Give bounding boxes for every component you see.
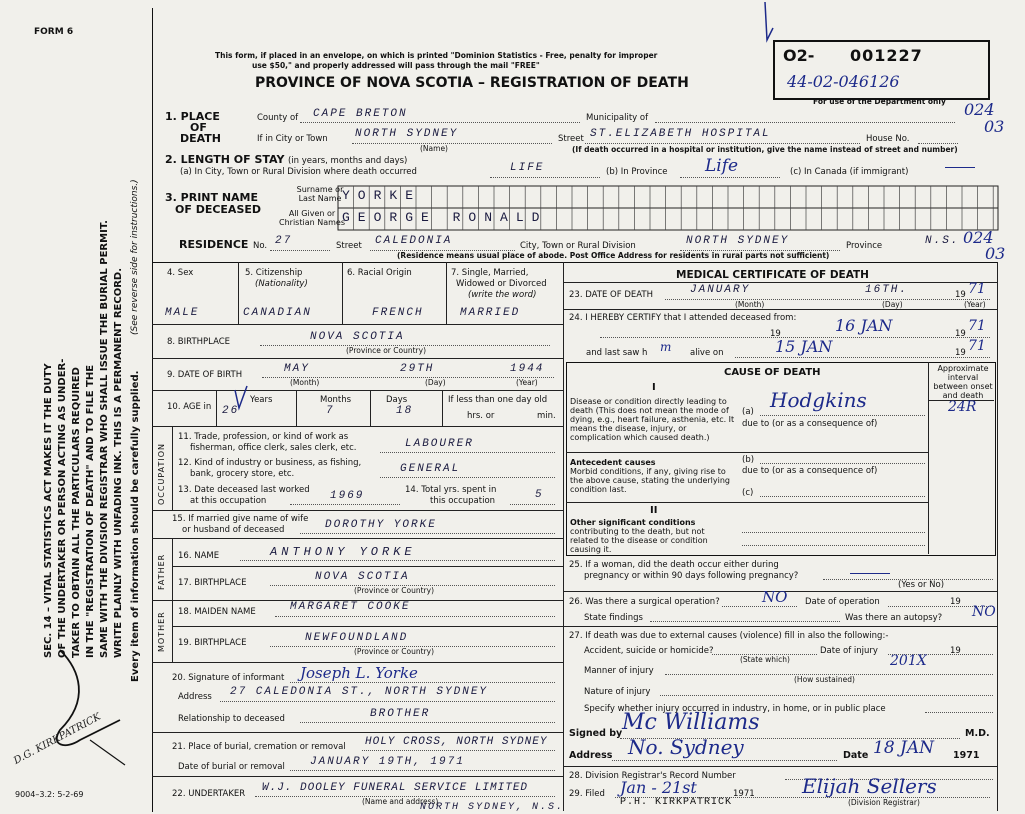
marital-label-2: Widowed or Divorced <box>456 279 547 289</box>
specify-label: Specify whether injury occurred in industry, in home, or in public place <box>584 704 886 714</box>
margin-text-line2: OF THE UNDERTAKER OR PERSON ACTING AS UNDER- <box>57 358 68 658</box>
less-than-day-label: If less than one day old <box>448 395 548 405</box>
father-name-line <box>240 560 555 561</box>
occupation-q14-line2: this occupation <box>430 496 496 506</box>
house-number-line <box>918 143 958 144</box>
dob-label: 9. DATE OF BIRTH <box>167 370 243 380</box>
row4-divider-1 <box>238 262 239 324</box>
informant-signature-line <box>290 682 555 683</box>
undertaker-address: NORTH SYDNEY, N.S. <box>420 802 565 813</box>
city-town-line <box>352 143 552 144</box>
relationship-label: Relationship to deceased <box>178 714 285 724</box>
cause-b-due-to: due to (or as a consequence of) <box>742 466 878 476</box>
findings-label: State findings <box>584 613 643 623</box>
stay-canada-label: (c) In Canada (if immigrant) <box>790 167 909 177</box>
form-title: PROVINCE OF NOVA SCOTIA – REGISTRATION OF DEATH <box>255 75 689 91</box>
industry-line <box>380 477 555 478</box>
handwritten-registration-number: 44-02-046126 <box>787 72 900 91</box>
house-number-label: House No. <box>866 134 910 144</box>
informant-address-value: 27 CALEDONIA ST., NORTH SYDNEY <box>230 686 489 698</box>
hours-label: hrs. or <box>467 411 495 421</box>
margin-signature-mark <box>20 640 130 790</box>
age-divider-2 <box>296 390 297 426</box>
length-of-stay-label: 2. LENGTH OF STAY <box>165 153 285 166</box>
spouse-label-1: 15. If married give name of wife <box>172 514 309 524</box>
manner-label: Manner of injury <box>584 666 654 676</box>
age-label: 10. AGE in <box>167 402 212 412</box>
interval-a-value: 24R <box>948 399 977 415</box>
side-code-2: 03 <box>984 117 1005 136</box>
filed-date: Jan - 21st <box>620 778 697 797</box>
burial-date-value: JANUARY 19TH, 1971 <box>310 756 465 768</box>
undertaker-value: W.J. DOOLEY FUNERAL SERVICE LIMITED <box>262 782 529 794</box>
father-name-label: 16. NAME <box>178 551 220 561</box>
mother-birthplace-note: (Province or Country) <box>354 647 434 656</box>
md-label: M.D. <box>965 728 990 739</box>
mother-side-label: MOTHER <box>157 611 166 652</box>
place-label-1: 1. PLACE <box>165 110 220 123</box>
minutes-label: min. <box>537 411 556 421</box>
antecedent-text: Morbid conditions, if any, giving rise to the above cause, stating the underlying condition last. <box>570 467 730 494</box>
cause-a-label: (a) <box>742 407 754 417</box>
father-birthplace-note: (Province or Country) <box>354 586 434 595</box>
other-conditions-line-2 <box>742 545 925 546</box>
marital-label-1: 7. Single, Married, <box>451 268 529 278</box>
other-conditions-heading: Other significant conditions <box>570 518 696 527</box>
informant-address-line <box>220 701 555 702</box>
age-months-value: 7 <box>326 405 335 417</box>
spouse-line <box>300 533 555 534</box>
residence-bottom-rule <box>152 262 997 263</box>
death-month-value: JANUARY <box>690 284 751 296</box>
surgery-bottom-rule <box>563 626 997 627</box>
medical-heading-rule <box>563 282 997 283</box>
alive-on-label: alive on <box>690 348 724 358</box>
burial-place-line <box>362 750 555 751</box>
accident-note: (State which) <box>740 655 790 664</box>
findings-line <box>650 621 840 622</box>
mother-mid-rule <box>172 626 563 627</box>
stay-province-label: (b) In Province <box>606 167 668 177</box>
margin-text-line8: (See reverse side for instructions.) <box>130 179 140 335</box>
cause-part-2: II <box>650 505 658 516</box>
age-months-label: Months <box>320 395 352 405</box>
external-causes-label: 27. If death was due to external causes (violence) fill in also the following:- <box>569 631 889 641</box>
mother-bottom-rule <box>152 662 563 663</box>
last-seen-year-prefix: 19 <box>955 348 966 358</box>
burial-date-line <box>290 770 555 771</box>
physician-signature: Mc Williams <box>622 710 760 735</box>
total-years-line <box>510 504 555 505</box>
name-label-1: 3. PRINT NAME <box>165 191 259 204</box>
accident-label: Accident, suicide or homicide? <box>584 646 714 656</box>
cause-a-line <box>760 415 925 416</box>
injury-code: 201X <box>890 653 927 669</box>
operation-date-label: Date of operation <box>805 597 880 607</box>
registration-prefix: O2- <box>783 46 815 65</box>
margin-text-line3: TAKER TO OBTAIN ALL THE PARTICULARS REQUIRED <box>71 367 82 658</box>
informant-bottom-rule <box>152 732 563 733</box>
signed-by-label: Signed by <box>569 728 623 739</box>
citizenship-note: (Nationality) <box>255 279 308 289</box>
spouse-bottom-rule <box>152 538 563 539</box>
cause-c-line <box>760 496 925 497</box>
cause-a-value: Hodgkins <box>770 388 867 412</box>
father-birthplace-label: 17. BIRTHPLACE <box>178 578 247 588</box>
certificate-date: 18 JAN <box>873 738 935 758</box>
hospital-note: (If death occurred in a hospital or institution, give the name instead of street and number) <box>572 145 958 154</box>
autopsy-label: Was there an autopsy? <box>845 613 943 623</box>
mail-notice-line2: use $50," and properly addressed will pass through the mail "FREE" <box>252 61 540 70</box>
total-years-value: 5 <box>535 489 544 501</box>
occupation-q11-line2: fisherman, office clerk, sales clerk, etc. <box>190 443 357 453</box>
signature-bottom-rule <box>563 766 997 767</box>
occupation-q11-line1: 11. Trade, profession, or kind of work as <box>178 432 349 442</box>
informant-signature: Joseph L. Yorke <box>300 664 418 682</box>
occupation-side-divider <box>172 426 173 510</box>
department-use-note: For use of the Department only <box>813 97 946 106</box>
mail-notice-line1: This form, if placed in an envelope, on which is printed "Dominion Statistics - Free, penalty for improper <box>215 51 658 60</box>
informant-signature-label: 20. Signature of informant <box>172 673 285 683</box>
stay-city-line <box>490 177 600 178</box>
cause-b-line <box>760 463 925 464</box>
name-label-2: OF DECEASED <box>175 203 262 216</box>
undertaker-label: 22. UNDERTAKER <box>172 789 246 799</box>
birthplace-value: NOVA SCOTIA <box>310 331 405 343</box>
street-label: Street <box>558 134 584 144</box>
physician-address: No. Sydney <box>628 735 744 759</box>
stay-city-label: (a) In City, Town or Rural Division where death occurred <box>180 167 417 177</box>
county-value: CAPE BRETON <box>313 108 408 120</box>
dob-month-value: MAY <box>284 363 310 375</box>
age-divider-3 <box>370 390 371 426</box>
age-years-value: 26 <box>222 405 240 417</box>
sex-label: 4. Sex <box>167 268 194 278</box>
attend-from-value: 16 JAN <box>835 316 893 335</box>
cause-b-label: (b) <box>742 455 755 465</box>
stay-city-value: LIFE <box>510 162 545 174</box>
age-days-value: 18 <box>396 405 414 417</box>
row10-bottom-rule <box>152 426 563 427</box>
given-names-label: All Given or Christian Names <box>279 209 345 227</box>
certificate-date-label: Date <box>843 750 869 761</box>
residence-city-label: City, Town or Rural Division <box>520 241 636 251</box>
injury-date-label: Date of injury <box>820 646 878 656</box>
nature-line <box>660 695 993 696</box>
mother-maiden-value: MARGARET COOKE <box>290 601 411 613</box>
spouse-label-2: or husband of deceased <box>182 525 285 535</box>
mother-birthplace-label: 19. BIRTHPLACE <box>178 638 247 648</box>
occupation-q13-line2: at this occupation <box>190 496 267 506</box>
main-left-border <box>152 8 153 812</box>
form-number: FORM 6 <box>34 27 74 37</box>
check-mark-icon <box>755 2 775 47</box>
stay-province-line <box>680 177 780 178</box>
interval-column-divider <box>928 362 929 554</box>
date-of-death-rule <box>563 309 997 310</box>
burial-place-label: 21. Place of burial, cremation or removal <box>172 742 346 752</box>
residence-street-value: CALEDONIA <box>375 235 453 247</box>
age-divider-1 <box>216 390 217 426</box>
occupation-q14-line1: 14. Total yrs. spent in <box>405 485 497 495</box>
margin-text-line5: SAME WITH THE DIVISION REGISTRAR WHO SHALL ISSUE THE BURIAL PERMIT. <box>99 220 110 658</box>
spouse-value: DOROTHY YORKE <box>325 519 437 531</box>
filed-year: 1971 <box>733 789 755 799</box>
dob-day-note: (Day) <box>425 378 446 387</box>
physician-address-line <box>612 760 837 761</box>
death-date-line <box>665 299 990 300</box>
margin-text-line4: IN THE "REGISTRATION OF DEATH" AND TO FILE THE <box>85 364 96 658</box>
surname-value: YORKE <box>342 188 422 203</box>
father-mid-rule <box>172 566 563 567</box>
last-seen-year: 71 <box>968 338 986 354</box>
cause-heading: CAUSE OF DEATH <box>724 367 821 378</box>
father-side-divider <box>172 538 173 600</box>
citizenship-value: CANADIAN <box>243 307 312 319</box>
last-worked-value: 1969 <box>330 490 365 502</box>
father-side-label: FATHER <box>157 553 166 590</box>
residence-note: (Residence means usual place of abode. Post Office Address for residents in rural parts not sufficient) <box>397 251 830 260</box>
autopsy-value: NO <box>972 604 996 620</box>
death-year-prefix: 19 <box>955 290 966 300</box>
column-divider <box>563 262 564 811</box>
father-name-value: ANTHONY YORKE <box>270 545 416 559</box>
relationship-value: BROTHER <box>370 708 431 720</box>
registration-number: 001227 <box>850 46 923 65</box>
residence-no-value: 27 <box>275 235 293 247</box>
street-line <box>585 143 860 144</box>
stay-canada-dash <box>945 167 975 168</box>
place-label-2: OF <box>190 121 207 134</box>
stay-province-value: Life <box>705 156 739 176</box>
given-names-value: GEORGE RONALD <box>342 210 548 225</box>
last-seen-value: 15 JAN <box>775 337 833 356</box>
residence-no-label: No. <box>253 241 268 251</box>
residence-code-1: 024 <box>963 228 994 247</box>
form-right-border <box>997 262 998 811</box>
disease-label: Disease or condition directly leading to death (This does not mean the mode of dying, e.g., heart failure, asthenia, etc. It means the disease, injury, or complication which caused death.) <box>570 397 735 442</box>
birthplace-note: (Province or Country) <box>346 346 426 355</box>
row4-bottom-rule <box>152 324 563 325</box>
death-year-value: 71 <box>968 281 986 297</box>
certificate-year: 1971 <box>953 750 980 761</box>
other-conditions-text: contributing to the death, but not related to the disease or condition causing it. <box>570 527 708 554</box>
municipality-label: Municipality of <box>586 113 649 123</box>
row9-bottom-rule <box>152 390 563 391</box>
death-day-value: 16TH. <box>865 284 909 296</box>
racial-origin-value: FRENCH <box>372 307 424 319</box>
mother-birthplace-value: NEWFOUNDLAND <box>305 632 409 644</box>
residence-street-label: Street <box>336 241 362 251</box>
death-year-note: (Year) <box>964 300 986 309</box>
pregnancy-question-2: pregnancy or within 90 days following pregnancy? <box>584 571 799 581</box>
dob-day-value: 29TH <box>400 363 435 375</box>
surgery-label: 26. Was there a surgical operation? <box>569 597 720 607</box>
pregnancy-yes-no: (Yes or No) <box>898 580 945 590</box>
residence-no-line <box>270 250 330 251</box>
length-of-stay-note: (in years, months and days) <box>288 156 408 166</box>
pregnancy-dash <box>850 573 890 574</box>
occupation-side-label: OCCUPATION <box>157 442 166 505</box>
residence-province-value: N.S. <box>925 235 960 247</box>
registrar-note: (Division Registrar) <box>848 798 920 807</box>
father-birthplace-value: NOVA SCOTIA <box>315 571 410 583</box>
row8-bottom-rule <box>152 358 563 359</box>
age-divider-4 <box>442 390 443 426</box>
municipality-line <box>655 122 955 123</box>
burial-bottom-rule <box>152 776 563 777</box>
margin-text-line6: WRITE PLAINLY WITH UNFADING INK. THIS IS A PERMANENT RECORD. <box>113 268 124 658</box>
row4-divider-3 <box>446 262 447 324</box>
surgery-line <box>722 606 797 607</box>
last-seen-line <box>735 357 990 358</box>
dob-year-value: 1944 <box>510 363 545 375</box>
other-conditions-line-1 <box>742 532 925 533</box>
county-label: County of <box>257 113 299 123</box>
last-seen-label: and last saw h <box>586 348 648 358</box>
citizenship-label: 5. Citizenship <box>245 268 303 278</box>
undertaker-note: (Name and address) <box>362 797 439 806</box>
nature-label: Nature of injury <box>584 687 651 697</box>
surname-label: Surname or Last Name <box>296 185 344 203</box>
registrar-signature: Elijah Sellers <box>802 774 937 798</box>
city-town-label: If in City or Town <box>257 134 328 144</box>
side-code-1: 024 <box>964 100 995 119</box>
mother-maiden-line <box>275 616 555 617</box>
marital-label-3: (write the word) <box>468 290 537 300</box>
manner-note: (How sustained) <box>794 675 855 684</box>
birthplace-label: 8. BIRTHPLACE <box>167 337 231 347</box>
informant-address-label: Address <box>178 692 212 702</box>
residence-province-label: Province <box>846 241 883 251</box>
row4-divider-2 <box>342 262 343 324</box>
attend-to-year: 71 <box>968 318 986 334</box>
cause-part-1: I <box>652 382 656 393</box>
medical-heading: MEDICAL CERTIFICATE OF DEATH <box>676 269 869 281</box>
form-code: 9004–3.2: 5-2-69 <box>15 790 84 799</box>
trade-value: LABOURER <box>405 438 474 450</box>
age-days-label: Days <box>386 395 408 405</box>
operation-year-prefix: 19 <box>950 597 961 607</box>
certify-label: 24. I HEREBY CERTIFY that I attended deceased from: <box>569 313 797 323</box>
pregnancy-question-1: 25. If a woman, did the death occur either during <box>569 560 779 570</box>
industry-value: GENERAL <box>400 463 461 475</box>
margin-text-line1: SEC. 14 – VITAL STATISTICS ACT MAKES IT THE DUTY <box>43 363 54 658</box>
racial-origin-label: 6. Racial Origin <box>347 268 412 278</box>
dob-month-note: (Month) <box>290 378 320 387</box>
surgery-value: NO <box>762 588 788 606</box>
part-2-top-rule <box>566 502 928 503</box>
death-month-note: (Month) <box>735 300 765 309</box>
mother-maiden-label: 18. MAIDEN NAME <box>178 607 256 617</box>
record-number-label: 28. Division Registrar's Record Number <box>569 771 736 781</box>
attend-from-year-prefix: 19 <box>770 329 781 339</box>
antecedent-top-rule <box>566 452 928 453</box>
injury-year-prefix: 19 <box>950 646 961 656</box>
residence-label: RESIDENCE <box>179 238 249 251</box>
occupation-bottom-rule <box>152 510 563 511</box>
filed-label: 29. Filed <box>569 789 605 799</box>
occupation-q13-line1: 13. Date deceased last worked <box>178 485 310 495</box>
attend-to-year-prefix: 19 <box>955 329 966 339</box>
city-town-value: NORTH SYDNEY <box>355 128 459 140</box>
age-check-mark-icon <box>233 386 253 411</box>
margin-signature-text: D.G. KIRKPATRICK <box>12 711 103 767</box>
street-value: ST.ELIZABETH HOSPITAL <box>590 128 771 140</box>
antecedent-heading: Antecedent causes <box>570 458 656 467</box>
trade-line <box>380 452 555 453</box>
occupation-q12-line2: bank, grocery store, etc. <box>190 469 295 479</box>
interval-heading: Approximate interval between onset and death <box>933 364 993 400</box>
dob-year-note: (Year) <box>516 378 538 387</box>
occupation-q12-line1: 12. Kind of industry or business, as fishing, <box>178 458 362 468</box>
place-label-3: DEATH <box>180 132 222 145</box>
burial-place-value: HOLY CROSS, NORTH SYDNEY <box>365 736 548 748</box>
city-name-note: (Name) <box>420 144 448 153</box>
specify-line <box>925 712 993 713</box>
residence-city-value: NORTH SYDNEY <box>686 235 790 247</box>
sex-value: MALE <box>165 307 200 319</box>
relationship-line <box>300 722 555 723</box>
physician-address-label: Address <box>569 750 613 761</box>
marital-value: MARRIED <box>460 307 521 319</box>
margin-text-line7: Every item of information should be carefully supplied. <box>130 370 141 682</box>
mother-side-divider <box>172 600 173 662</box>
cause-c-label: (c) <box>742 488 754 498</box>
death-day-note: (Day) <box>882 300 903 309</box>
residence-code-2: 03 <box>985 244 1006 263</box>
age-years-label: Years <box>250 395 273 405</box>
registrar-stamp: P.H. KIRKPATRICK <box>620 797 733 808</box>
burial-date-label: Date of burial or removal <box>178 762 285 772</box>
county-line <box>300 122 580 123</box>
cause-a-due-to: due to (or as a consequence of) <box>742 419 878 429</box>
date-of-death-label: 23. DATE OF DEATH <box>569 290 653 300</box>
last-worked-line <box>290 504 400 505</box>
last-seen-pronoun: m <box>660 340 672 354</box>
